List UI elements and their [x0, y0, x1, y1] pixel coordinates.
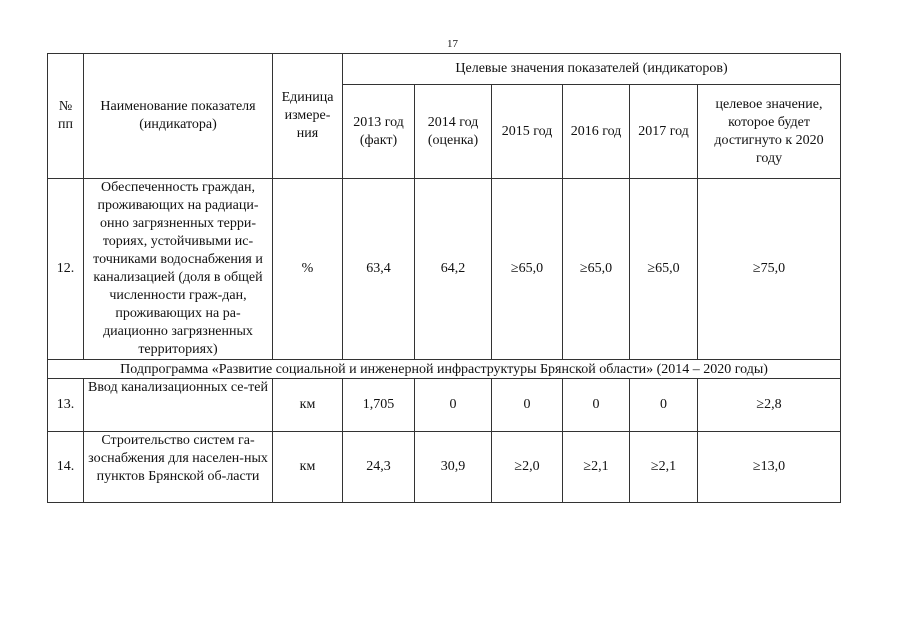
row-value-2017: 0 — [630, 379, 698, 432]
row-value-2017: ≥65,0 — [630, 179, 698, 360]
row-value-2016: ≥65,0 — [563, 179, 630, 360]
header-2017 — [630, 85, 698, 179]
table-row — [48, 432, 841, 503]
header-2015-label: 2015 год — [501, 123, 553, 139]
header-unit — [273, 54, 343, 179]
header-2016-label: 2016 год — [570, 123, 622, 139]
row-num: 14. — [48, 432, 84, 503]
row-value-2016: 0 — [563, 379, 630, 432]
table-row — [48, 379, 841, 432]
row-value-2017: ≥2,1 — [630, 432, 698, 503]
header-target-group-label: Целевые значения показателей (индикаторов) — [455, 61, 728, 76]
row-unit: км — [273, 379, 343, 432]
row-value-2020: ≥75,0 — [698, 179, 841, 360]
row-num: 12. — [48, 179, 84, 360]
row-indicator-name: Строительство систем га-зоснабжения для населен-ных пунктов Брянской об-ласти — [84, 432, 273, 503]
header-2015 — [492, 85, 563, 179]
table-header-row — [48, 54, 841, 85]
row-value-2013: 63,4 — [343, 179, 415, 360]
header-num-label: № пп — [58, 99, 73, 132]
page-number: 17 — [447, 38, 458, 50]
header-unit-label: Единица измере-ния — [281, 90, 334, 141]
row-value-2014: 0 — [415, 379, 492, 432]
row-indicator-name: Обеспеченность граждан, проживающих на радиаци-онно загрязненных терри-ториях, устойчивыми ис-точниками водоснабжения и канализацией (доля в общей численности граж-дан, проживающих на ра-диационно загрязненных территориях) — [84, 179, 273, 360]
header-2014 — [415, 85, 492, 179]
row-num: 13. — [48, 379, 84, 432]
header-2017-label: 2017 год — [638, 123, 689, 139]
row-value-2016: ≥2,1 — [563, 432, 630, 503]
header-name — [84, 54, 273, 179]
header-2013-label: 2013 год (факт) — [353, 114, 404, 148]
row-value-2015: 0 — [492, 379, 563, 432]
row-value-2015: ≥65,0 — [492, 179, 563, 360]
subprogram-row — [48, 360, 841, 379]
row-value-2013: 24,3 — [343, 432, 415, 503]
row-value-2013: 1,705 — [343, 379, 415, 432]
row-value-2014: 30,9 — [415, 432, 492, 503]
header-name-label: Наименование показателя (индикатора) — [100, 99, 256, 132]
indicators-table — [47, 53, 841, 503]
header-target-2020 — [698, 85, 841, 179]
row-value-2015: ≥2,0 — [492, 432, 563, 503]
row-value-2014: 64,2 — [415, 179, 492, 360]
row-value-2020: ≥13,0 — [698, 432, 841, 503]
header-num — [48, 54, 84, 179]
header-2013 — [343, 85, 415, 179]
header-target-group — [343, 54, 841, 85]
row-value-2020: ≥2,8 — [698, 379, 841, 432]
header-target-2020-label: целевое значение, которое будет достигнуто к 2020 году — [714, 96, 824, 166]
subprogram-title: Подпрограмма «Развитие социальной и инженерной инфраструктуры Брянской области» (2014 – 2020 годы) — [48, 360, 841, 379]
header-2014-label: 2014 год (оценка) — [427, 114, 479, 148]
table-row — [48, 179, 841, 360]
row-indicator-name: Ввод канализационных се-тей — [84, 379, 273, 432]
header-2016 — [563, 85, 630, 179]
row-unit: % — [273, 179, 343, 360]
row-unit: км — [273, 432, 343, 503]
